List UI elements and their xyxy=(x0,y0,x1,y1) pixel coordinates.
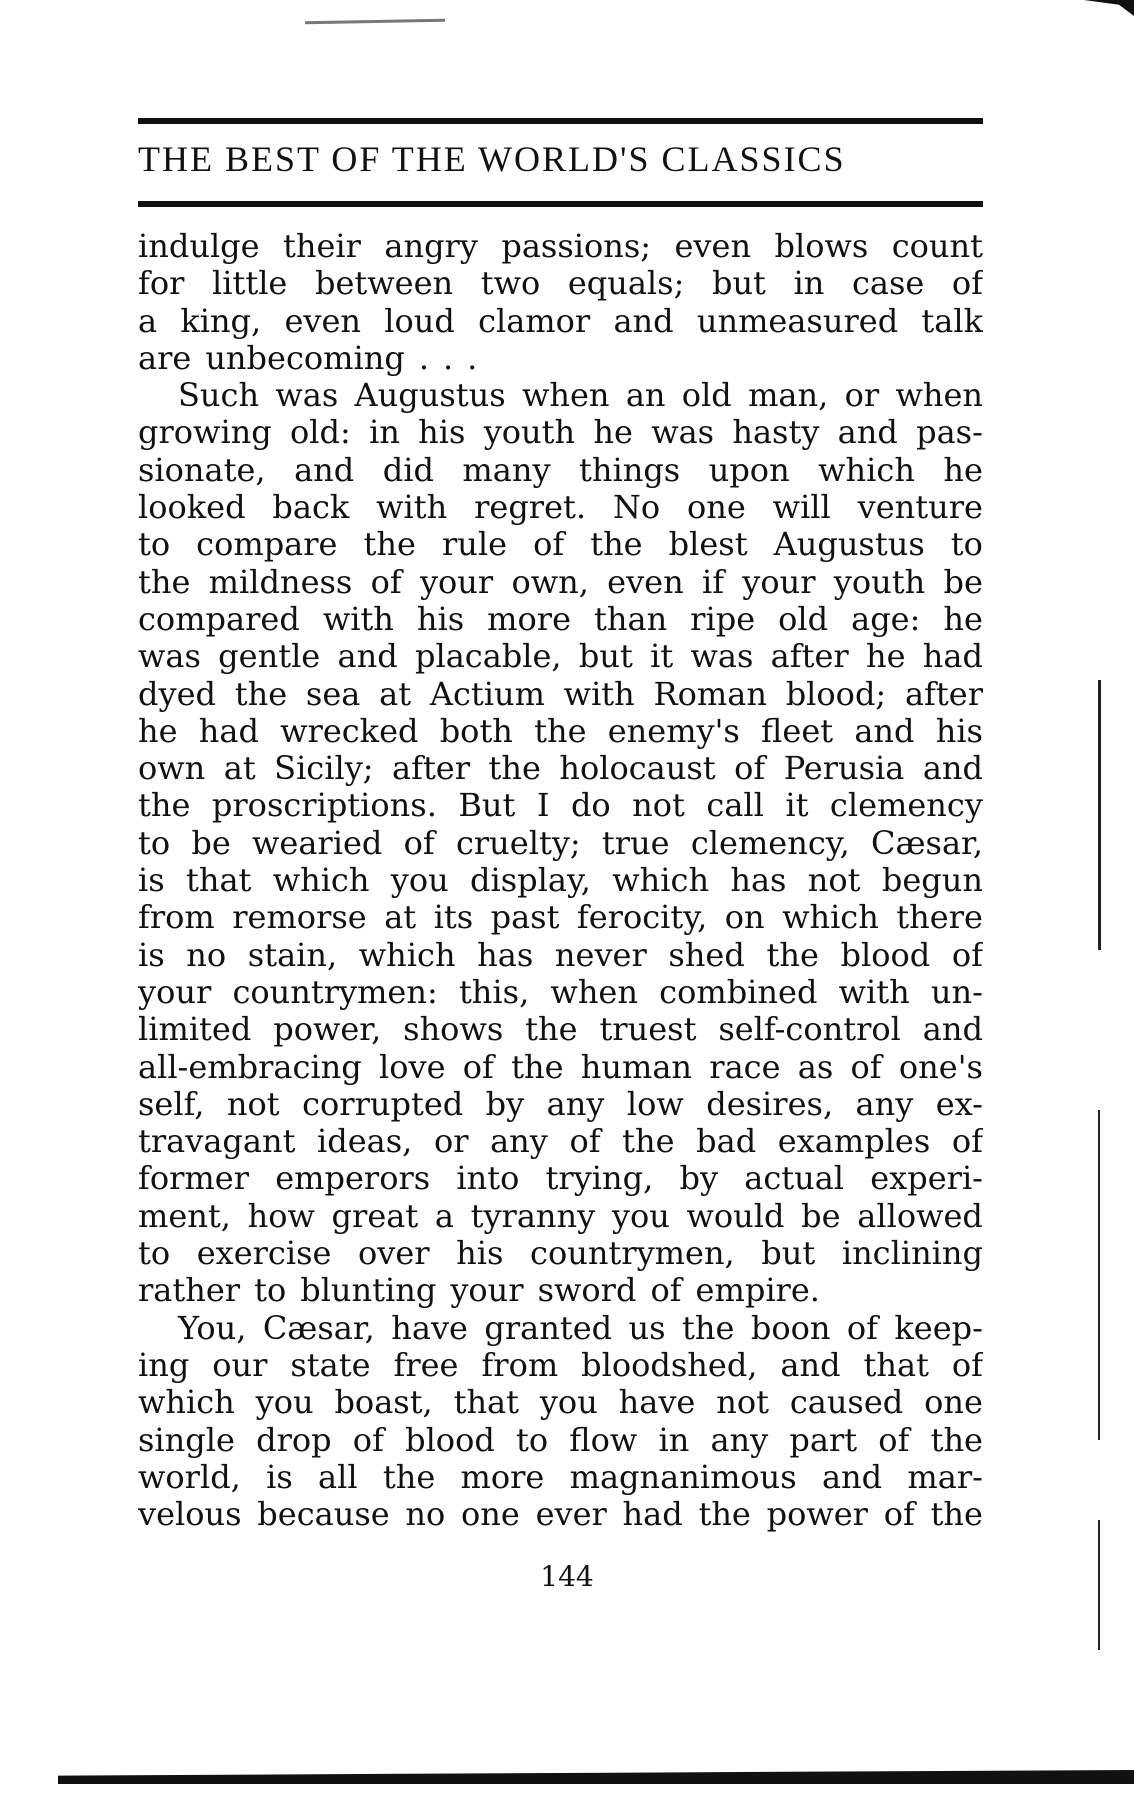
scan-corner-mark xyxy=(1084,0,1134,16)
text-line: rather to blunting your sword of empire. xyxy=(138,1272,820,1310)
text-line: Such was Augustus when an old man, or when xyxy=(178,377,983,415)
text-line: limited power, shows the truest self-control and xyxy=(138,1011,983,1049)
text-line: self, not corrupted by any low desires, any ex- xyxy=(138,1085,983,1123)
text-line: world, is all the more magnanimous and mar- xyxy=(138,1458,983,1496)
text-line: which you boast, that you have not caused one xyxy=(138,1384,983,1422)
page-edge-mark xyxy=(1098,1520,1100,1650)
text-line: ing our state free from bloodshed, and that of xyxy=(138,1346,983,1384)
text-line: to be wearied of cruelty; true clemency, Cæsar, xyxy=(138,824,983,862)
text-line: sionate, and did many things upon which he xyxy=(138,451,983,489)
text-line: velous because no one ever had the power of the xyxy=(138,1496,983,1534)
text-line: your countrymen: this, when combined with un- xyxy=(138,973,983,1011)
header-top-rule xyxy=(138,118,983,124)
text-line: compared with his more than ripe old age: he xyxy=(138,600,983,638)
header-bottom-rule xyxy=(138,201,983,207)
page-edge-mark xyxy=(1098,1110,1100,1440)
text-line: former emperors into trying, by actual experi- xyxy=(138,1160,983,1198)
text-line: a king, even loud clamor and unmeasured talk xyxy=(138,302,983,340)
text-line: travagant ideas, or any of the bad examples of xyxy=(138,1123,983,1161)
text-line: looked back with regret. No one will venture xyxy=(138,489,983,527)
text-line: all-embracing love of the human race as of one's xyxy=(138,1048,983,1086)
page-bottom-edge xyxy=(58,1770,1134,1784)
text-line: You, Cæsar, have granted us the boon of keep- xyxy=(178,1309,983,1347)
text-line: is no stain, which has never shed the blood of xyxy=(138,936,983,974)
text-line: he had wrecked both the enemy's fleet and his xyxy=(138,712,983,750)
running-header: THE BEST OF THE WORLD'S CLASSICS xyxy=(138,139,846,179)
page-edge-mark xyxy=(1098,680,1101,950)
text-line: for little between two equals; but in case of xyxy=(138,265,983,303)
text-line: is that which you display, which has not begun xyxy=(138,862,983,900)
text-line: dyed the sea at Actium with Roman blood; after xyxy=(138,675,983,713)
text-line: from remorse at its past ferocity, on which there xyxy=(138,899,983,937)
text-line: indulge their angry passions; even blows count xyxy=(138,228,983,265)
text-line: single drop of blood to flow in any part of the xyxy=(138,1421,983,1459)
text-line: growing old: in his youth he was hasty and pas- xyxy=(138,414,983,452)
text-line: ment, how great a tyranny you would be allowed xyxy=(138,1197,983,1235)
text-line: are unbecoming . . . xyxy=(138,339,478,377)
body-text xyxy=(138,228,983,1533)
scan-smudge xyxy=(305,19,445,24)
text-line: was gentle and placable, but it was after he had xyxy=(138,638,983,676)
text-line: the proscriptions. But I do not call it clemency xyxy=(138,787,983,825)
text-line: to exercise over his countrymen, but inclining xyxy=(138,1235,983,1273)
page-number: 144 xyxy=(540,1560,594,1593)
text-line: to compare the rule of the blest Augustus to xyxy=(138,526,983,564)
text-line: own at Sicily; after the holocaust of Perusia and xyxy=(138,750,983,788)
text-line: the mildness of your own, even if your youth be xyxy=(138,563,983,601)
